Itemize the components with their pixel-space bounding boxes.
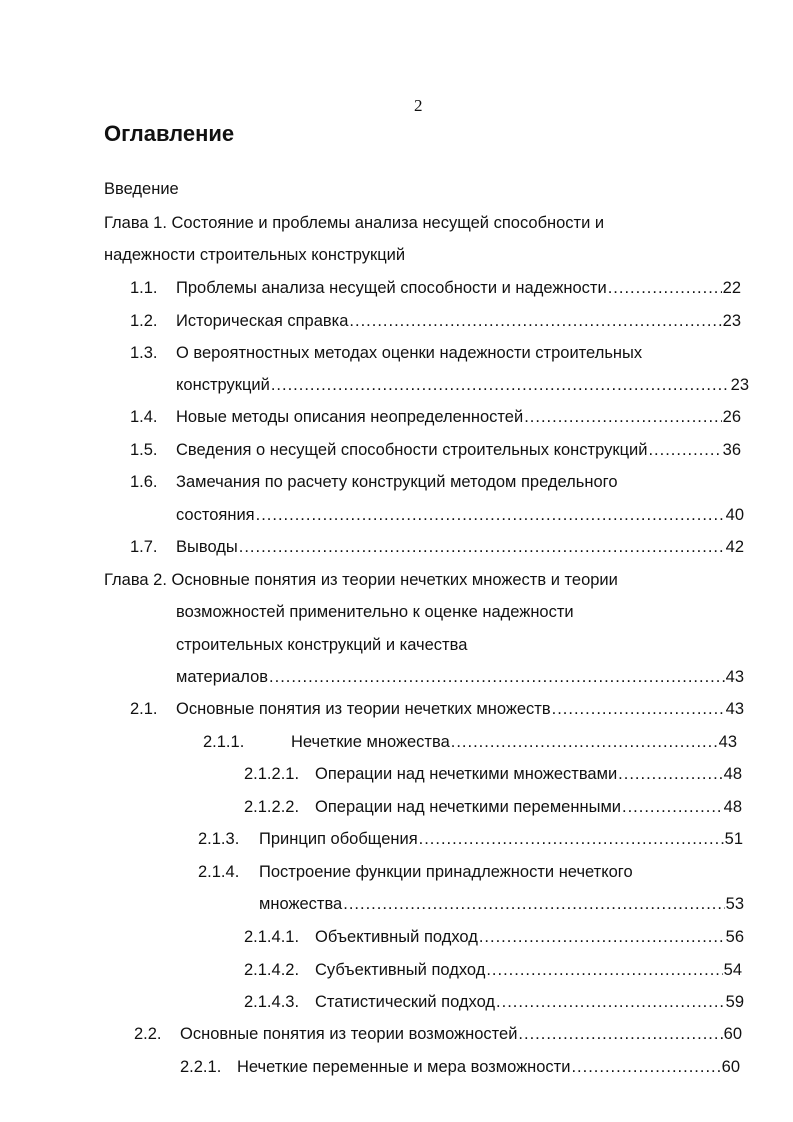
toc-page: 40: [725, 506, 744, 524]
toc-page: 51: [724, 830, 743, 848]
toc-leader: [518, 1022, 722, 1046]
toc-leader: [479, 925, 725, 949]
toc-page: 48: [723, 765, 742, 783]
toc-number: 1.1.: [130, 279, 158, 297]
toc-text: Историческая справка: [176, 312, 349, 330]
toc-text: Операции над нечеткими множествами: [315, 765, 618, 783]
toc-entry: [176, 276, 741, 300]
toc-text: Статистический подход: [315, 993, 496, 1011]
toc-leader: [524, 405, 721, 429]
toc-intro: Введение: [104, 180, 179, 198]
toc-leader: [608, 276, 722, 300]
toc-number: 2.1.1.: [203, 733, 245, 751]
toc-page: 23: [722, 312, 741, 330]
toc-page: 54: [723, 961, 742, 979]
toc-leader: [571, 1055, 720, 1079]
toc-page: 60: [721, 1058, 740, 1076]
toc-number: 1.3.: [130, 344, 158, 362]
toc-chapter-2-line1: Глава 2. Основные понятия из теории нечетких множеств и теории: [104, 571, 618, 589]
toc-entry: [237, 1055, 740, 1079]
toc-chapter-2-line2: возможностей применительно к оценке надежности: [176, 603, 574, 621]
toc-leader: [419, 827, 724, 851]
toc-entry: [291, 730, 737, 754]
toc-entry: [259, 892, 744, 916]
toc-text: Основные понятия из теории возможностей: [180, 1025, 518, 1043]
toc-page: 60: [723, 1025, 742, 1043]
toc-entry: [176, 665, 744, 689]
toc-text: Сведения о несущей способности строительных конструкций: [176, 441, 648, 459]
toc-number: 2.1.2.2.: [244, 798, 300, 816]
toc-number: 1.6.: [130, 473, 158, 491]
toc-text: Субъективный подход: [315, 961, 486, 979]
toc-text: Нечеткие переменные и мера возможности: [237, 1058, 571, 1076]
toc-number: 1.5.: [130, 441, 158, 459]
toc-number: 2.1.: [130, 700, 158, 718]
toc-entry: [176, 535, 744, 559]
toc-number: 2.1.4.2.: [244, 961, 300, 979]
toc-leader: [349, 309, 721, 333]
toc-text: О вероятностных методах оценки надежности строительных: [176, 344, 643, 362]
toc-text: состояния: [176, 506, 255, 524]
toc-page: 53: [725, 895, 744, 913]
toc-leader: [618, 762, 722, 786]
toc-text: конструкций: [176, 376, 270, 394]
toc-entry: [315, 762, 742, 786]
toc-text: множества: [259, 895, 343, 913]
toc-entry: [315, 958, 742, 982]
toc-text: Операции над нечеткими переменными: [315, 798, 621, 816]
toc-text: Объективный подход: [315, 928, 478, 946]
toc-text: Построение функции принадлежности нечеткого: [259, 863, 633, 881]
toc-text: Новые методы описания неопределенностей: [176, 408, 524, 426]
page-title: Оглавление: [104, 121, 235, 146]
toc-page: 43: [725, 668, 744, 686]
toc-text: Замечания по расчету конструкций методом предельного: [176, 473, 618, 491]
toc-text: Принцип обобщения: [259, 830, 418, 848]
toc-leader: [622, 795, 723, 819]
toc-entry: [176, 697, 744, 721]
toc-entry: [176, 438, 741, 462]
toc-entry: [176, 309, 741, 333]
toc-text: материалов: [176, 668, 269, 686]
toc-text: Проблемы анализа несущей способности и надежности: [176, 279, 607, 297]
toc-entry: [176, 405, 741, 429]
toc-page: 22: [722, 279, 741, 297]
toc-page: 23: [730, 376, 749, 394]
toc-leader: [239, 535, 725, 559]
toc-chapter-1-line2: надежности строительных конструкций: [104, 246, 406, 264]
toc-leader: [256, 503, 725, 527]
toc-entry: [315, 925, 744, 949]
toc-number: 2.1.3.: [198, 830, 240, 848]
page-number: 2: [414, 96, 423, 115]
toc-number: 2.1.4.: [198, 863, 240, 881]
toc-text: Нечеткие множества: [291, 733, 450, 751]
toc-entry: [176, 503, 744, 527]
toc-number: 2.2.1.: [180, 1058, 222, 1076]
toc-text: Выводы: [176, 538, 238, 556]
toc-entry: [259, 827, 743, 851]
toc-page: 42: [725, 538, 744, 556]
toc-chapter-1-line1: Глава 1. Состояние и проблемы анализа несущей способности и: [104, 214, 605, 232]
toc-leader: [271, 373, 730, 397]
toc-chapter-2-line3: строительных конструкций и качества: [176, 636, 468, 654]
toc-number: 2.1.2.1.: [244, 765, 300, 783]
toc-number: 1.2.: [130, 312, 158, 330]
toc-leader: [552, 697, 725, 721]
toc-page: 56: [725, 928, 744, 946]
toc-number: 2.2.: [134, 1025, 162, 1043]
toc-number: 2.1.4.3.: [244, 993, 300, 1011]
toc-page: 48: [723, 798, 742, 816]
toc-leader: [648, 438, 721, 462]
toc-leader: [496, 990, 725, 1014]
toc-leader: [451, 730, 718, 754]
toc-page: 43: [725, 700, 744, 718]
toc-entry: [315, 990, 744, 1014]
toc-entry: [176, 373, 749, 397]
toc-entry: [180, 1022, 742, 1046]
toc-leader: [343, 892, 724, 916]
toc-entry: [315, 795, 742, 819]
toc-page: 43: [718, 733, 737, 751]
toc-page: 26: [722, 408, 741, 426]
toc-text: Основные понятия из теории нечетких множеств: [176, 700, 551, 718]
toc-leader: [486, 958, 722, 982]
toc-leader: [269, 665, 725, 689]
toc-number: 2.1.4.1.: [244, 928, 300, 946]
toc-number: 1.7.: [130, 538, 158, 556]
toc-number: 1.4.: [130, 408, 158, 426]
toc-page: 59: [725, 993, 744, 1011]
toc-page: 36: [722, 441, 741, 459]
